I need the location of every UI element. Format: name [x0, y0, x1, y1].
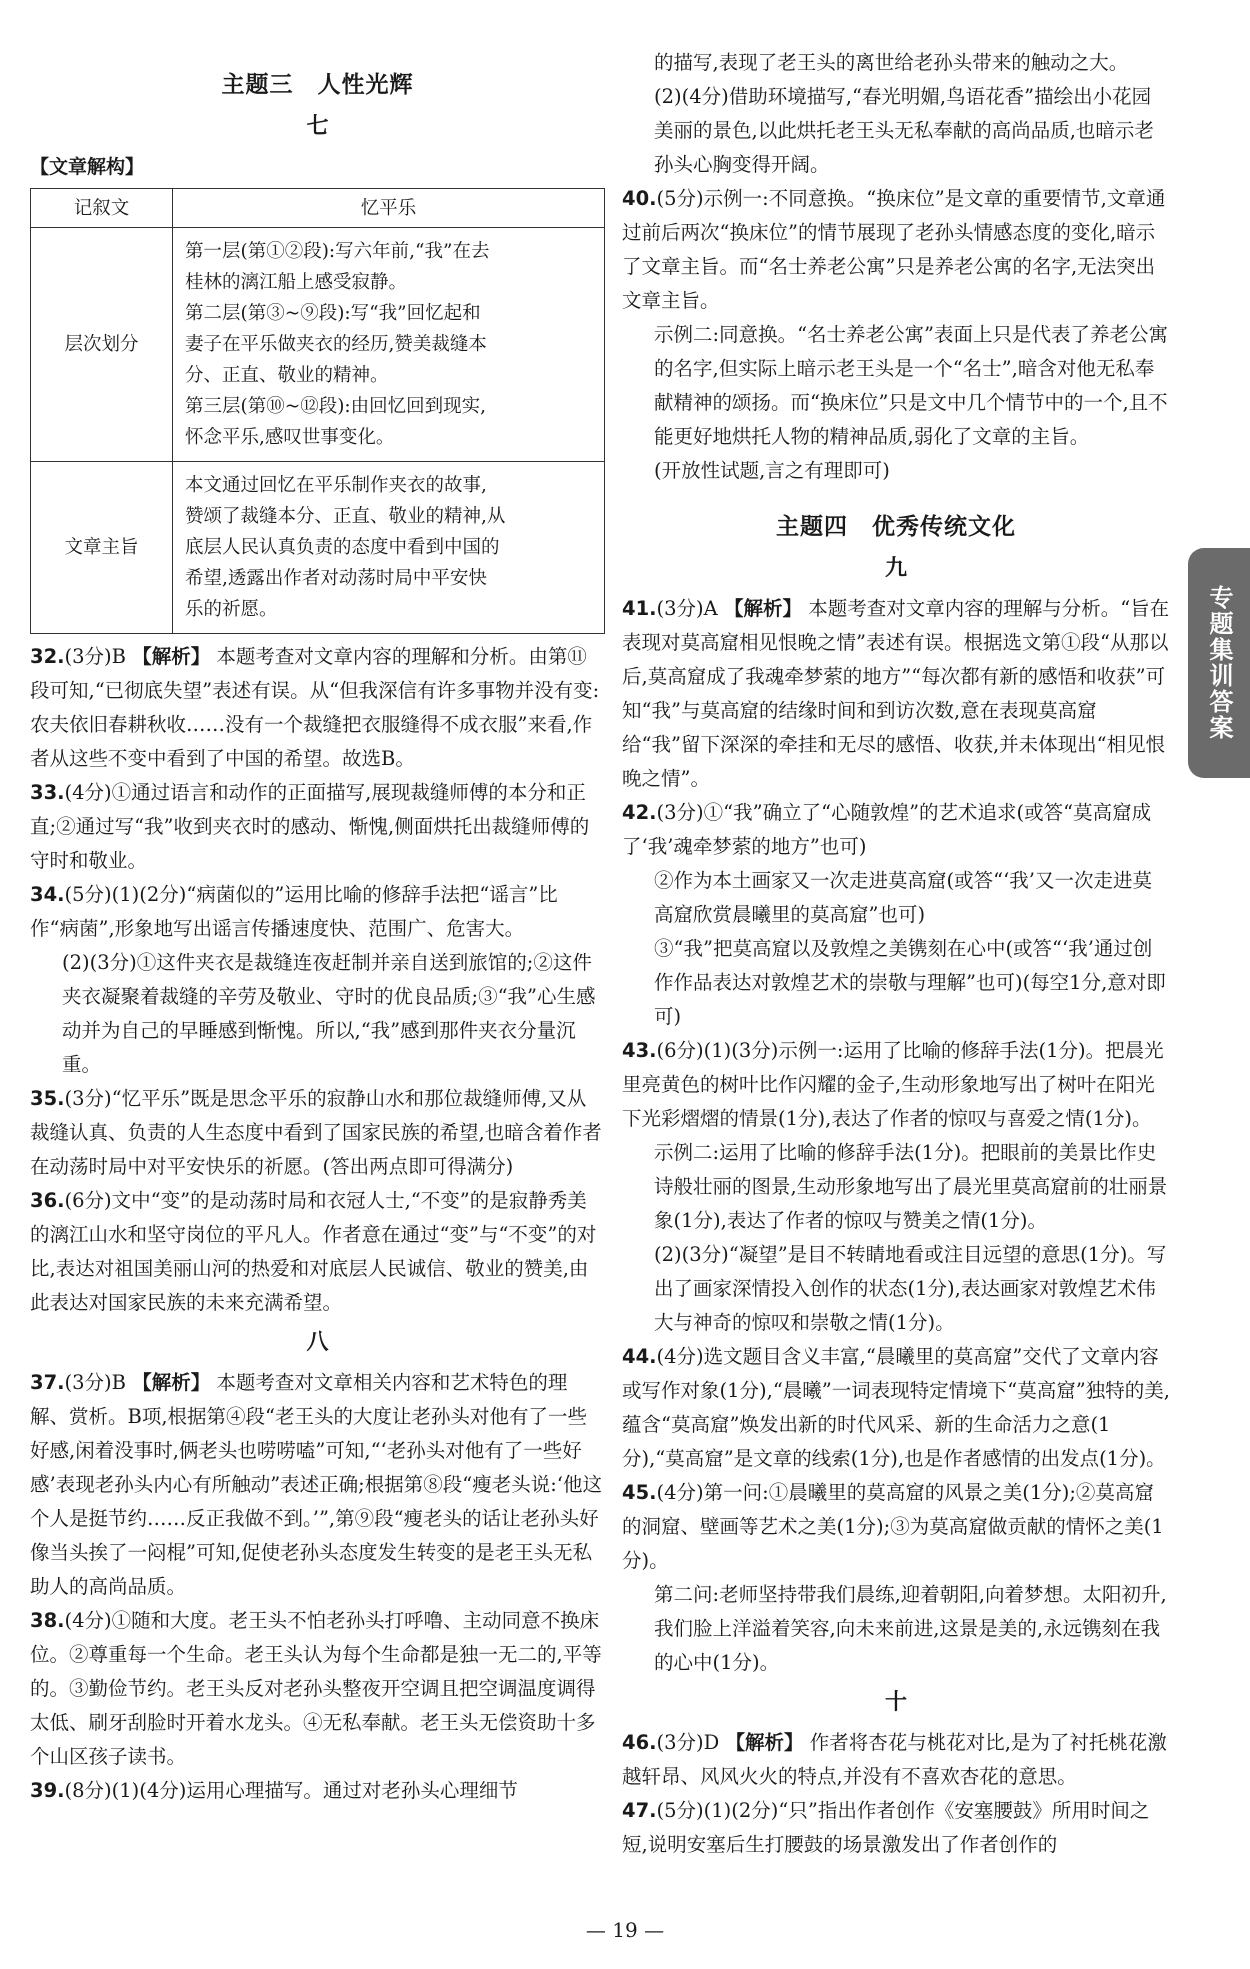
question-number: 47.	[622, 1799, 657, 1822]
question-number: 44.	[622, 1345, 657, 1368]
layers-line: 怀念平乐,感叹世事变化。	[185, 427, 395, 448]
question-number: 42.	[622, 801, 657, 824]
row-head-theme: 文章主旨	[31, 462, 173, 634]
answer-43-part2: (2)(3分)“凝望”是目不转睛地看或注目远望的意思(1分)。写出了画家深情投入创作的状态(1分),表达画家对敦煌艺术伟大与神奇的惊叹和崇敬之情(1分)。	[654, 1243, 1167, 1334]
question-number: 38.	[30, 1609, 65, 1632]
answer-text: (4分)选文题目含义丰富,“晨曦里的莫高窟”交代了文章内容或写作对象(1分),“晨曦”一词表现特定情境下“莫高窟”独特的美,蕴含“莫高窟”焕发出新的时代风采、新的生命活力之意(1分),“莫高窟”是文章的线索(1分),也是作者感情的出发点(1分)。	[622, 1345, 1170, 1470]
answer-text: (4分)第一问:①晨曦里的莫高窟的风景之美(1分);②莫高窟的洞窟、壁画等艺术之美(1分);③为莫高窟做贡献的情怀之美(1分)。	[622, 1481, 1164, 1572]
answer-score: (3分)B	[64, 645, 126, 668]
analysis-tag: 【解析】	[132, 645, 211, 668]
table-row	[31, 228, 605, 462]
answer-text: 作者将杏花与桃花对比,是为了衬托桃花激越轩昂、风风火火的特点,并没有不喜欢杏花的意思。	[622, 1731, 1167, 1788]
answer-47	[622, 1794, 1170, 1862]
answer-score: (3分)A	[656, 597, 718, 620]
answer-34	[30, 878, 605, 946]
answer-text: (4分)①通过语言和动作的正面描写,展现裁缝师傅的本分和正直;②通过写“我”收到夹衣时的感动、惭愧,侧面烘托出裁缝师傅的守时和敬业。	[30, 781, 590, 872]
answer-43	[622, 1034, 1170, 1136]
theme-line: 底层人民认真负责的态度中看到中国的	[185, 537, 500, 558]
answer-44	[622, 1340, 1170, 1476]
row-head-layers: 层次划分	[31, 228, 173, 462]
answer-text: (3分)①“我”确立了“心随敦煌”的艺术追求(或答“莫高窟成了‘我’魂牵梦萦的地方”也可)	[622, 801, 1152, 858]
section-7-heading: 七	[306, 114, 329, 139]
layers-line: 分、正直、敬业的精神。	[185, 365, 389, 386]
answer-40-note: (开放性试题,言之有理即可)	[654, 459, 890, 482]
topic-4-title: 主题四 优秀传统文化	[776, 514, 1016, 540]
answer-score: (3分)D	[656, 1731, 720, 1754]
answer-36	[30, 1184, 605, 1320]
answer-text: (3分)“忆平乐”既是思念平乐的寂静山水和那位裁缝师傅,又从裁缝认真、负责的人生态度中看到了国家民族的希望,也暗含着作者在动荡时局中对平安快乐的祈愿。(答出两点即可得满分)	[30, 1087, 602, 1178]
answer-text: (6分)文中“变”的是动荡时局和衣冠人士,“不变”的是寂静秀美的漓江山水和坚守岗位的平凡人。作者意在通过“变”与“不变”的对比,表达对祖国美丽山河的热爱和对底层人民诚信、敬业的赞美,由此表达对国家民族的未来充满希望。	[30, 1189, 597, 1314]
answer-39	[30, 1774, 605, 1808]
answer-text: (5分)示例一:不同意换。“换床位”是文章的重要情节,文章通过前后两次“换床位”的情节展现了老孙头情感态度的变化,暗示了文章主旨。而“名士养老公寓”只是养老公寓的名字,无法突出文章主旨。	[622, 187, 1166, 312]
answer-42	[622, 796, 1170, 864]
question-number: 35.	[30, 1087, 65, 1110]
question-number: 46.	[622, 1731, 657, 1754]
layers-line: 第一层(第①②段):写六年前,“我”在去	[185, 241, 490, 262]
section-10-heading: 十	[884, 1690, 907, 1715]
answer-40	[622, 182, 1170, 318]
analysis-tag: 【解析】	[725, 1731, 804, 1754]
answer-text: 本题考查对文章相关内容和艺术特色的理解、赏析。B项,根据第④段“老王头的大度让老孙头对他有了一些好感,闲着没事时,俩老头也唠唠嗑”可知,“‘老孙头对他有了一些好感’表现老孙头内心有所触动”表述正确;根据第⑧段“瘦老头说:‘他这个人是挺节约……反正我做不到。’”,第⑨段“瘦老头的话让老孙头好像当头挨了一闷棍”可知,促使老孙头态度发生转变的是老王头无私助人的高尚品质。	[30, 1371, 602, 1598]
layers-line: 妻子在平乐做夹衣的经历,赞美裁缝本	[185, 334, 487, 355]
right-column	[622, 46, 1170, 1862]
answer-39-continued: 的描写,表现了老王头的离世给老孙头带来的触动之大。	[654, 51, 1129, 74]
answer-text: (4分)①随和大度。老王头不怕老孙头打呼噜、主动同意不换床位。②尊重每一个生命。老王头认为每个生命都是独一无二的,平等的。③勤俭节约。老王头反对老孙头整夜开空调且把空调温度调得太低、刷牙刮脸时开着水龙头。④无私奉献。老王头无偿资助十多个山区孩子读书。	[30, 1609, 602, 1768]
answer-34-part2: (2)(3分)①这件夹衣是裁缝连夜赶制并亲自送到旅馆的;②这件夹衣凝聚着裁缝的辛劳及敬业、守时的优良品质;③“我”心生感动并为自己的早睡感到惭愧。所以,“我”感到那件夹衣分量沉重。	[62, 951, 596, 1076]
answer-score: (3分)B	[64, 1371, 126, 1394]
answer-32	[30, 640, 605, 776]
answer-46	[622, 1726, 1170, 1794]
answer-33	[30, 776, 605, 878]
question-number: 40.	[622, 187, 657, 210]
question-number: 32.	[30, 645, 65, 668]
section-9-heading: 九	[884, 556, 907, 581]
theme-line: 乐的祈愿。	[185, 599, 278, 620]
analysis-tag: 【解析】	[723, 597, 802, 620]
question-number: 41.	[622, 597, 657, 620]
question-number: 33.	[30, 781, 65, 804]
table-row	[31, 462, 605, 634]
theme-line: 希望,透露出作者对动荡时局中平安快	[185, 568, 487, 589]
answer-text: (8分)(1)(4分)运用心理描写。通过对老孙头心理细节	[64, 1779, 518, 1802]
answer-38	[30, 1604, 605, 1774]
question-number: 34.	[30, 883, 65, 906]
answer-42-point3: ③“我”把莫高窟以及敦煌之美镌刻在心中(或答“‘我’通过创作作品表达对敦煌艺术的崇敬与理解”也可)(每空1分,意对即可)	[654, 937, 1166, 1028]
structure-label: 【文章解构】	[30, 156, 145, 178]
article-structure-table	[30, 188, 605, 634]
table-head-title: 忆平乐	[173, 189, 605, 228]
layers-line: 第三层(第⑩~⑫段):由回忆回到现实,	[185, 396, 487, 417]
answer-42-point2: ②作为本土画家又一次走进莫高窟(或答“‘我’又一次走进莫高窟欣赏晨曦里的莫高窟”也可)	[654, 869, 1152, 926]
answer-37	[30, 1366, 605, 1604]
answer-45-part2: 第二问:老师坚持带我们晨练,迎着朝阳,向着梦想。太阳初升,我们脸上洋溢着笑容,向未来前进,这景是美的,永远镌刻在我的心中(1分)。	[654, 1583, 1167, 1674]
answer-text: 本题考查对文章内容的理解和分析。由第⑪段可知,“已彻底失望”表述有误。从“但我深信有许多事物并没有变:农夫依旧春耕秋收……没有一个裁缝把衣服缝得不成衣服”来看,作者从这些不变中看到了中国的希望。故选B。	[30, 645, 600, 770]
answer-text: 本题考查对文章内容的理解与分析。“旨在表现对莫高窟相见恨晚之情”表述有误。根据选文第①段“从那以后,莫高窟成了我魂牵梦萦的地方”“每次都有新的感悟和收获”可知“我”与莫高窟的结缘时间和到访次数,意在表现莫高窟给“我”留下深深的牵挂和无尽的感悟、收获,并未体现出“相见恨晚之情”。	[622, 597, 1170, 790]
table-head-genre: 记叙文	[31, 189, 173, 228]
question-number: 45.	[622, 1481, 657, 1504]
layers-content	[173, 228, 605, 462]
answer-45	[622, 1476, 1170, 1578]
answer-39-part2: (2)(4分)借助环境描写,“春光明媚,鸟语花香”描绘出小花园美丽的景色,以此烘托老王头无私奉献的高尚品质,也暗示老孙头心胸变得开阔。	[654, 85, 1154, 176]
section-side-tab: 专题集训答案	[1188, 548, 1250, 778]
layers-line: 第二层(第③~⑨段):写“我”回忆起和	[185, 303, 481, 324]
theme-line: 赞颂了裁缝本分、正直、敬业的精神,从	[185, 506, 506, 527]
question-number: 37.	[30, 1371, 65, 1394]
left-column	[30, 46, 605, 1808]
question-number: 39.	[30, 1779, 65, 1802]
answer-35	[30, 1082, 605, 1184]
topic-3-title: 主题三 人性光辉	[221, 72, 414, 98]
page-number: — 19 —	[585, 1918, 665, 1942]
analysis-tag: 【解析】	[132, 1371, 211, 1394]
question-number: 36.	[30, 1189, 65, 1212]
question-number: 43.	[622, 1039, 657, 1062]
answer-text: (5分)(1)(2分)“病菌似的”运用比喻的修辞手法把“谣言”比作“病菌”,形象地写出谣言传播速度快、范围广、危害大。	[30, 883, 558, 940]
theme-line: 本文通过回忆在平乐制作夹衣的故事,	[185, 475, 487, 496]
section-8-heading: 八	[306, 1330, 329, 1355]
answer-text: (5分)(1)(2分)“只”指出作者创作《安塞腰鼓》所用时间之短,说明安塞后生打腰鼓的场景激发出了作者创作的	[622, 1799, 1150, 1856]
answer-43-example2: 示例二:运用了比喻的修辞手法(1分)。把眼前的美景比作史诗般壮丽的图景,生动形象地写出了晨光里莫高窟前的壮丽景象(1分),表达了作者的惊叹与赞美之情(1分)。	[654, 1141, 1168, 1232]
theme-content	[173, 462, 605, 634]
answer-41	[622, 592, 1170, 796]
answer-40-example2: 示例二:同意换。“名士养老公寓”表面上只是代表了养老公寓的名字,但实际上暗示老王头是一个“名士”,暗含对他无私奉献精神的颂扬。而“换床位”只是文中几个情节中的一个,且不能更好地烘托人物的精神品质,弱化了文章的主旨。	[654, 323, 1169, 448]
answer-text: (6分)(1)(3分)示例一:运用了比喻的修辞手法(1分)。把晨光里亮黄色的树叶比作闪耀的金子,生动形象地写出了树叶在阳光下光彩熠熠的情景(1分),表达了作者的惊叹与喜爱之情(1分)。	[622, 1039, 1164, 1130]
layers-line: 桂林的漓江船上感受寂静。	[185, 272, 408, 293]
